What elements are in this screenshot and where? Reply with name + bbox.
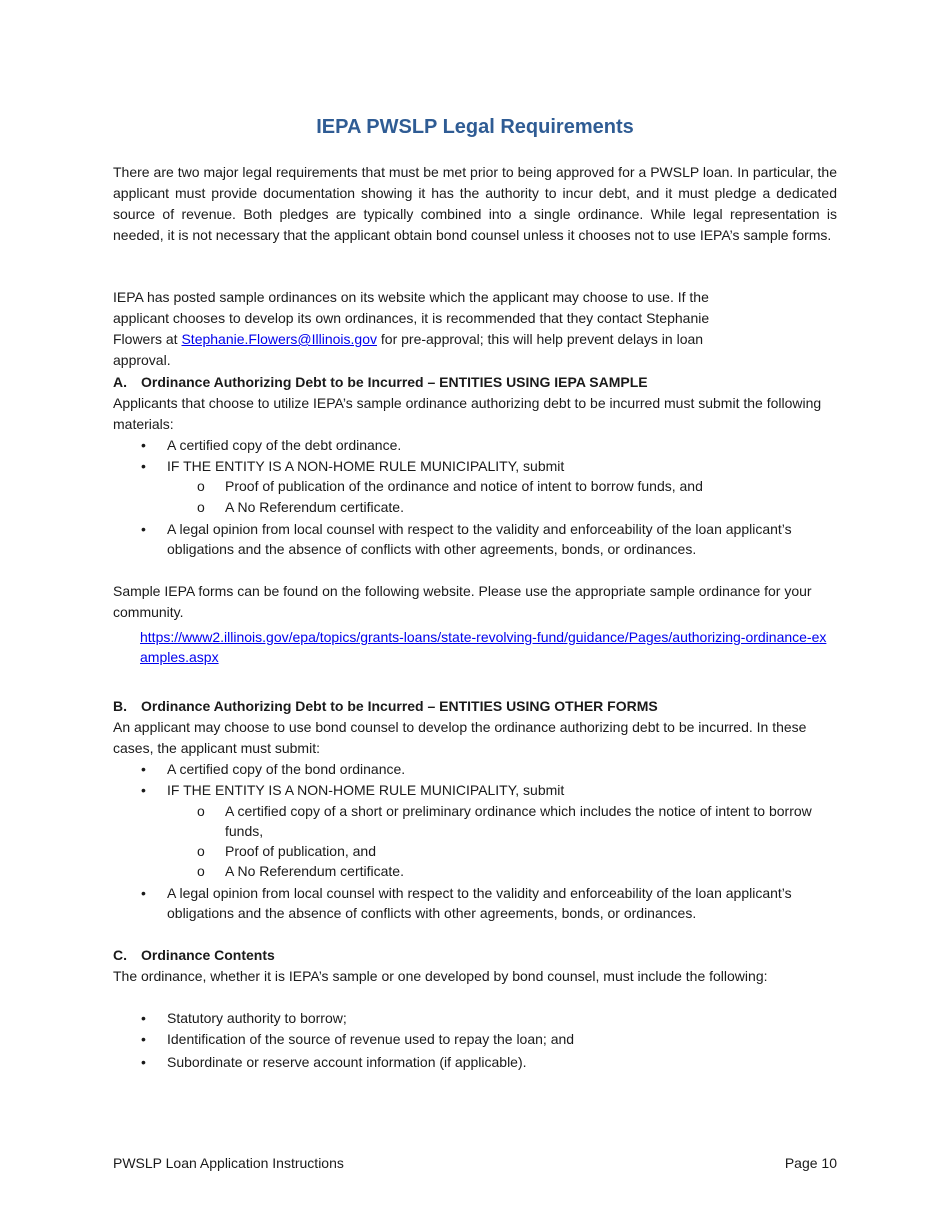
- sub-bullet-icon: o: [197, 478, 205, 494]
- bullet-text: A certified copy of the debt ordinance.: [167, 437, 402, 453]
- section-b-title: Ordinance Authorizing Debt to be Incurred – ENTITIES USING OTHER FORMS: [141, 698, 658, 714]
- intro-p2-line-2: applicant chooses to develop its own ordinances, it is recommended that they contact Stephanie: [113, 310, 710, 326]
- section-a-sub-2: [197, 497, 837, 517]
- section-c-bullet-1: [141, 1008, 837, 1028]
- section-c-bullet-2: [141, 1029, 837, 1049]
- bullet-icon: •: [141, 885, 146, 901]
- bullet-text: A legal opinion from local counsel with respect to the validity and enforceability of the loan applicant’s obligations and the absence of conflicts with other agreements, bonds, or ordinances.: [167, 885, 792, 921]
- section-b-label: B.: [113, 698, 127, 714]
- bullet-text: A legal opinion from local counsel with respect to the validity and enforceability of the loan applicant’s obligations and the absence of conflicts with other agreements, bonds, or ordinances.: [167, 521, 792, 557]
- sample-forms-link[interactable]: https://www2.illinois.gov/epa/topics/grants-loans/state-revolving-fund/guidance/Pages/authorizing-ordinance-examples.aspx: [140, 629, 827, 665]
- intro-p2-line-4: approval.: [113, 352, 171, 368]
- section-a-sub-1: [197, 476, 837, 496]
- bullet-text: A certified copy of the bond ordinance.: [167, 761, 406, 777]
- section-c-bullet-3: [141, 1052, 837, 1072]
- section-a-bullet-3: [141, 519, 837, 559]
- section-b-heading: [113, 696, 837, 717]
- section-b-sub-1: [197, 801, 837, 841]
- intro-p2-line-3: [113, 329, 837, 350]
- sub-bullet-text: Proof of publication, and: [225, 843, 376, 859]
- section-b-bullet-3: [141, 883, 837, 923]
- bullet-text: Identification of the source of revenue used to repay the loan; and: [167, 1031, 575, 1047]
- bullet-icon: •: [141, 437, 146, 453]
- intro-p2-line-1: IEPA has posted sample ordinances on its website which the applicant may choose to use. If the: [113, 289, 709, 305]
- email-link[interactable]: Stephanie.Flowers@Illinois.gov: [181, 331, 377, 347]
- sub-bullet-icon: o: [197, 843, 205, 859]
- sub-bullet-icon: o: [197, 803, 205, 819]
- section-b-sub-2: [197, 841, 837, 861]
- sub-bullet-icon: o: [197, 499, 205, 515]
- bullet-icon: •: [141, 1010, 146, 1026]
- sub-bullet-text: A No Referendum certificate.: [225, 863, 404, 879]
- section-a-title: Ordinance Authorizing Debt to be Incurred – ENTITIES USING IEPA SAMPLE: [141, 374, 648, 390]
- sub-bullet-text: A certified copy of a short or preliminary ordinance which includes the notice of intent to borrow funds,: [225, 803, 812, 839]
- bullet-icon: •: [141, 1031, 146, 1047]
- bullet-text: IF THE ENTITY IS A NON-HOME RULE MUNICIPALITY, submit: [167, 782, 565, 798]
- section-b-sub-3: [197, 861, 837, 881]
- section-b-bullet-2: [141, 780, 837, 800]
- bullet-icon: •: [141, 782, 146, 798]
- section-c-heading: [113, 945, 837, 966]
- intro-paragraph-1: There are two major legal requirements that must be met prior to being approved for a PWSLP loan. In particular, the applicant must provide documentation showing it has the authority to incur debt, and it must pledge a dedicated source of revenue. Both pledges are typically combined into a single ordinance. While legal representation is needed, it is not necessary that the applicant obtain bond counsel unless it chooses not to use IEPA’s sample forms.: [113, 164, 837, 243]
- bullet-text: Statutory authority to borrow;: [167, 1010, 347, 1026]
- section-b-bullet-1: [141, 759, 837, 779]
- bullet-text: IF THE ENTITY IS A NON-HOME RULE MUNICIPALITY, submit: [167, 458, 565, 474]
- page-title: IEPA PWSLP Legal Requirements: [316, 116, 634, 138]
- section-c-intro: The ordinance, whether it is IEPA’s sample or one developed by bond counsel, must include the following:: [113, 968, 768, 984]
- section-a-label: A.: [113, 374, 127, 390]
- sample-forms-text: Sample IEPA forms can be found on the following website. Please use the appropriate sample ordinance for your community.: [113, 583, 812, 620]
- intro-p2-line-3a: Flowers at: [113, 331, 182, 347]
- section-b-intro: An applicant may choose to use bond counsel to develop the ordinance authorizing debt to be incurred. In these cases, the applicant must submit:: [113, 719, 807, 756]
- footer-page-number: Page 10: [784, 1155, 837, 1171]
- bullet-icon: •: [141, 1054, 146, 1070]
- bullet-text: Subordinate or reserve account information (if applicable).: [167, 1054, 527, 1070]
- bullet-icon: •: [141, 521, 146, 537]
- sub-bullet-text: A No Referendum certificate.: [225, 499, 404, 515]
- section-c-title: Ordinance Contents: [141, 947, 275, 963]
- section-a-intro: Applicants that choose to utilize IEPA’s sample ordinance authorizing debt to be incurred must submit the following materials:: [113, 395, 822, 432]
- section-a-heading: [113, 372, 837, 393]
- intro-paragraph-2: [113, 287, 837, 371]
- section-a-bullet-1: [141, 435, 837, 455]
- sub-bullet-text: Proof of publication of the ordinance and notice of intent to borrow funds, and: [225, 478, 703, 494]
- sub-bullet-icon: o: [197, 863, 205, 879]
- sample-forms-link-wrap: [140, 627, 830, 667]
- section-c-label: C.: [113, 947, 127, 963]
- bullet-icon: •: [141, 458, 146, 474]
- intro-p2-line-3b: for pre-approval; this will help prevent delays in loan: [377, 331, 704, 347]
- section-a-bullet-2: [141, 456, 837, 476]
- bullet-icon: •: [141, 761, 146, 777]
- footer-doc-title: PWSLP Loan Application Instructions: [113, 1155, 344, 1171]
